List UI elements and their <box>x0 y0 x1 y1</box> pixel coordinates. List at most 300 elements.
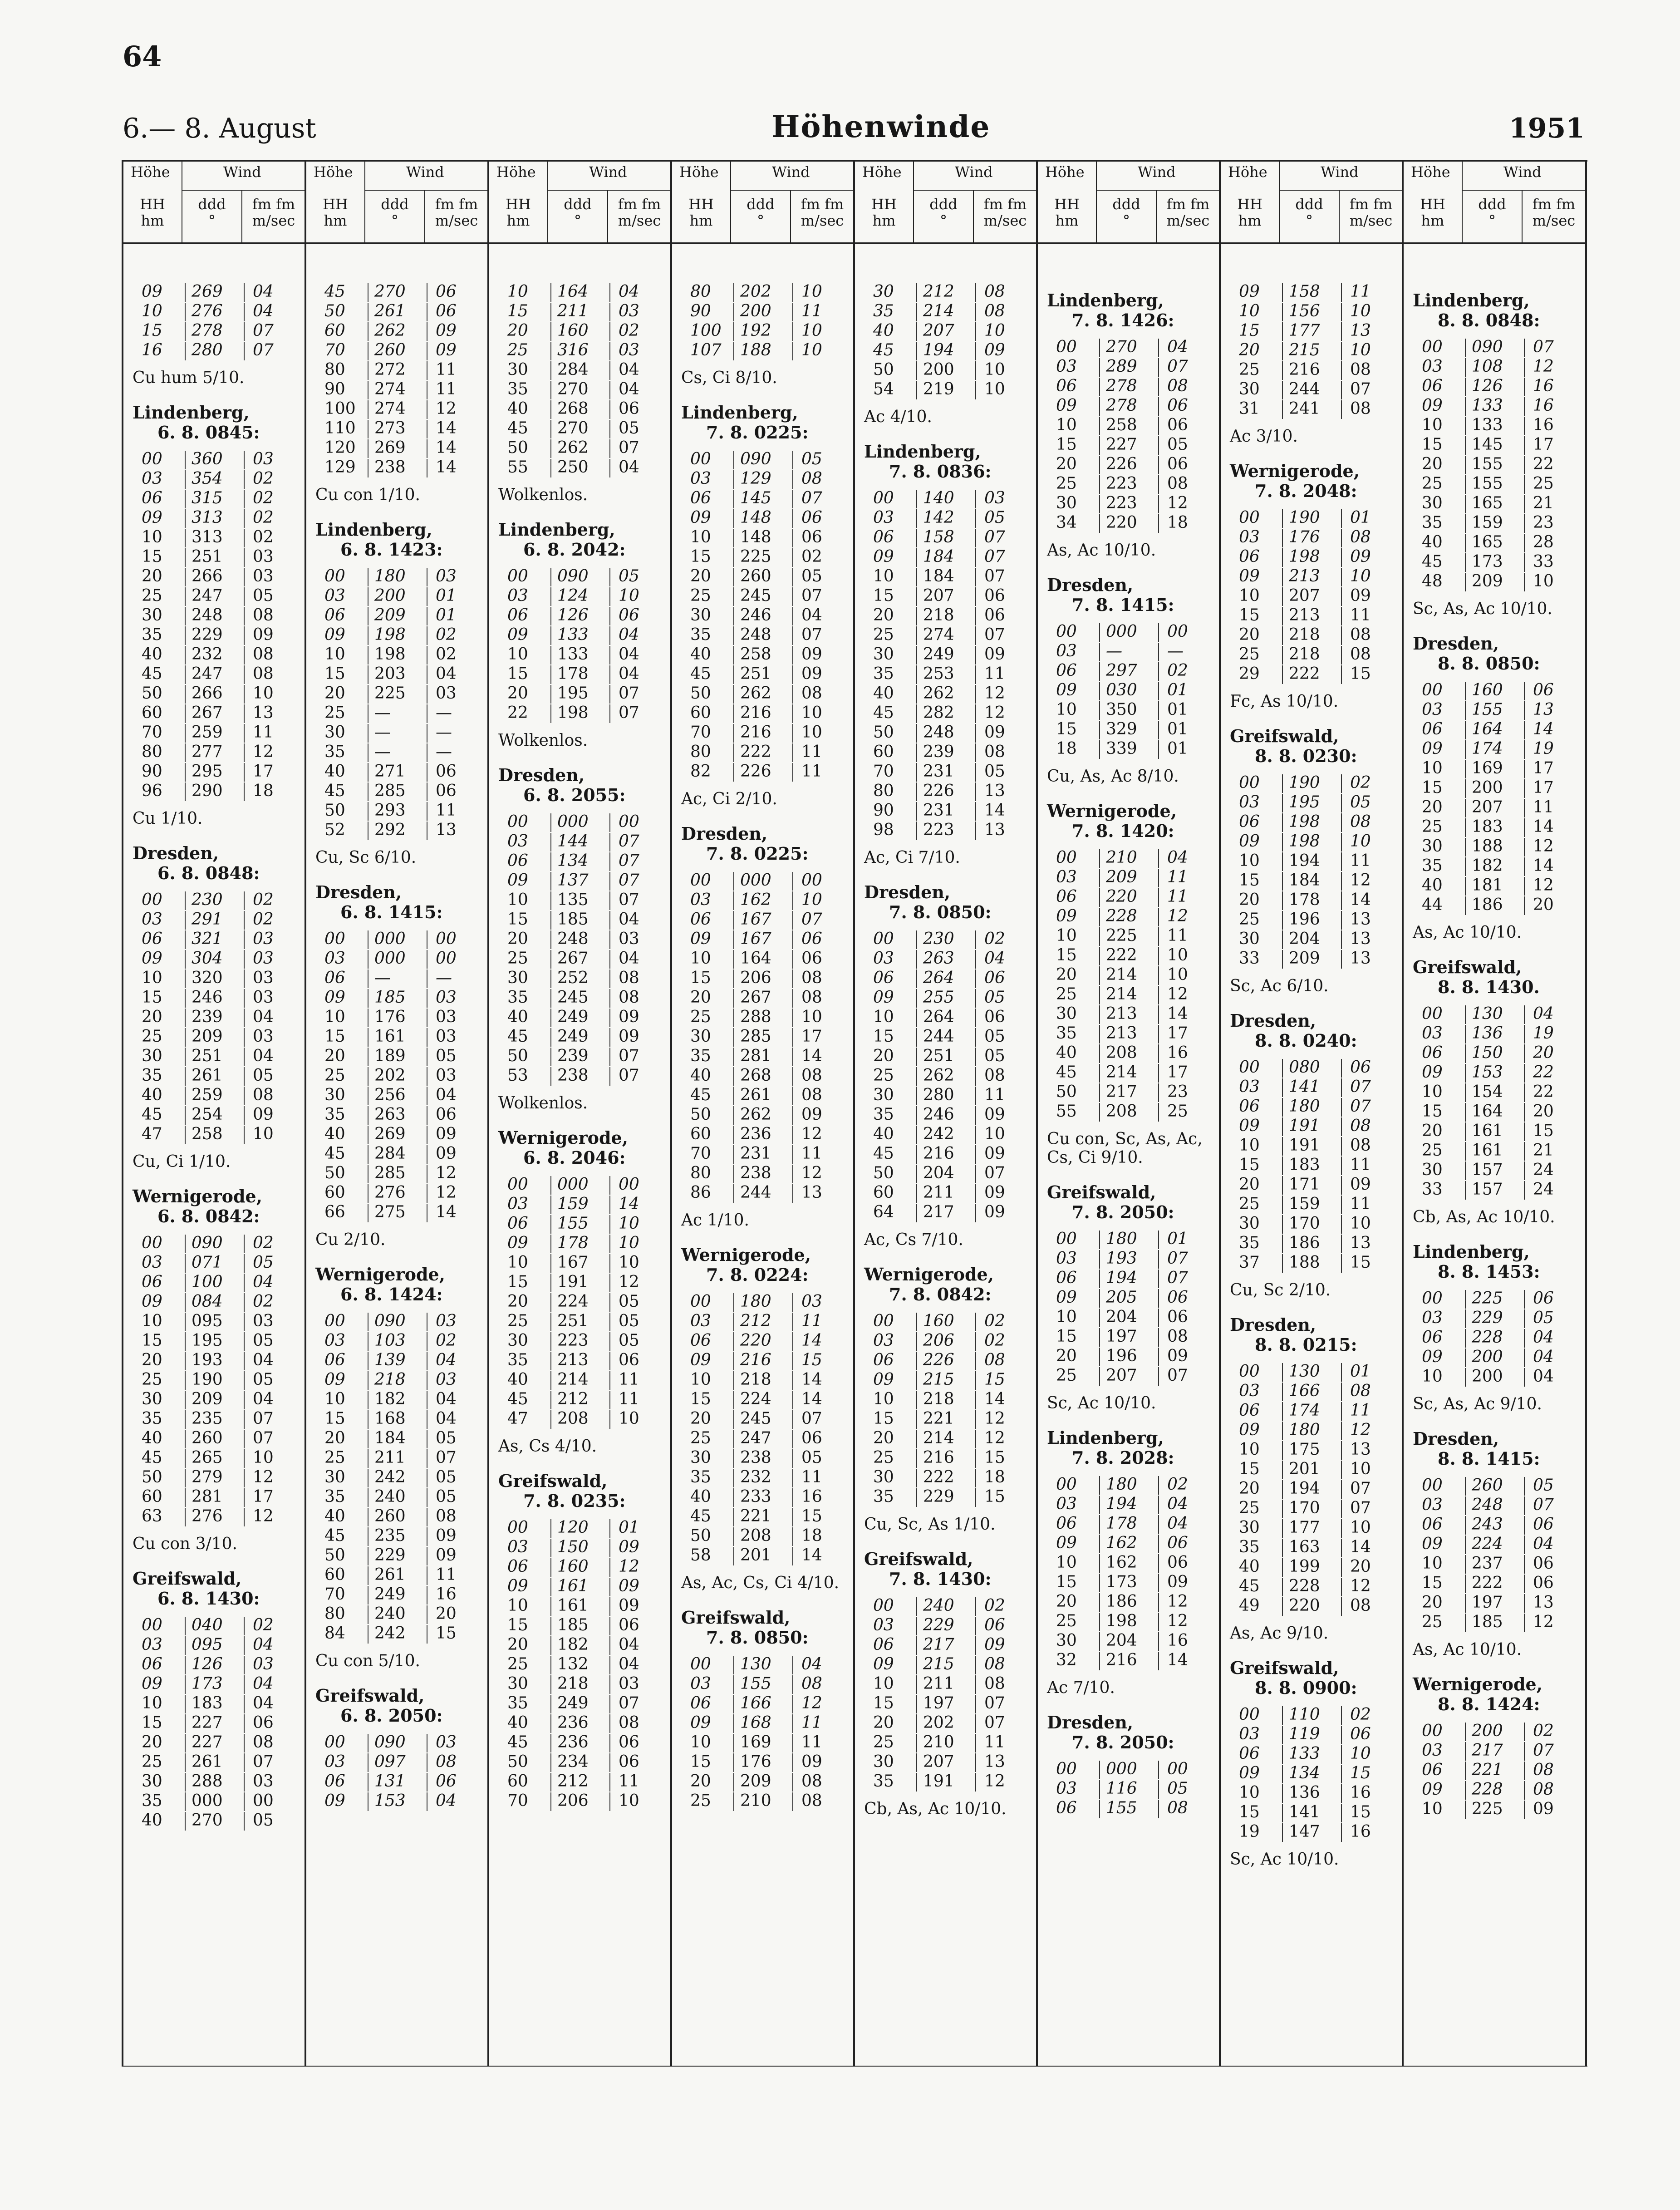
direction-cell: 180 <box>1289 1421 1320 1439</box>
table-row <box>489 1008 671 1027</box>
direction-cell: 217 <box>923 1635 954 1654</box>
direction-cell: 209 <box>192 1027 223 1046</box>
station-name: Lindenberg, <box>864 441 981 462</box>
speed-cell: 05 <box>619 567 639 586</box>
direction-cell: 228 <box>1472 1780 1503 1799</box>
speed-cell: 05 <box>984 1027 1005 1046</box>
height-cell: 06 <box>142 930 162 948</box>
height-cell: 40 <box>1422 533 1443 551</box>
direction-cell: 230 <box>923 930 954 948</box>
direction-cell: 155 <box>557 1214 589 1233</box>
direction-cell: 254 <box>192 1105 223 1124</box>
height-cell: 50 <box>873 360 894 379</box>
direction-cell: 177 <box>1289 321 1320 340</box>
cloud-note: Sc, As, Ac 10/10. <box>1413 600 1552 618</box>
speed-cell: 00 <box>1167 1760 1188 1778</box>
speed-cell: 20 <box>1533 896 1554 914</box>
table-row <box>306 1203 488 1222</box>
speed-cell: 09 <box>436 341 457 359</box>
table-row <box>306 302 488 321</box>
column-header <box>123 162 305 244</box>
station-block <box>1404 1242 1585 1413</box>
height-cell: 50 <box>142 1468 162 1486</box>
height-cell: 63 <box>142 1507 162 1526</box>
table-row <box>1038 720 1219 739</box>
direction-cell: 267 <box>557 949 589 968</box>
speed-cell: 08 <box>984 1351 1005 1369</box>
direction-cell: 223 <box>1106 494 1137 512</box>
table-row <box>1038 1043 1219 1063</box>
height-cell: 10 <box>873 1008 894 1026</box>
speed-cell: 22 <box>1533 455 1554 473</box>
height-cell: 10 <box>1422 416 1443 434</box>
msec-label: m/sec <box>618 212 661 229</box>
direction-cell: 090 <box>374 1733 406 1752</box>
height-cell: 25 <box>690 1008 711 1026</box>
direction-cell: 194 <box>923 341 954 359</box>
height-cell: 00 <box>1422 338 1443 356</box>
speed-cell: 07 <box>253 321 274 340</box>
speed-cell: 15 <box>984 1487 1005 1506</box>
height-cell: 35 <box>873 1487 894 1506</box>
table-row <box>855 664 1036 684</box>
speed-cell: 02 <box>1167 661 1188 680</box>
height-cell: 09 <box>690 1351 711 1369</box>
direction-cell: 110 <box>1289 1705 1320 1724</box>
station-block <box>672 1608 854 1811</box>
table-row <box>1038 1534 1219 1553</box>
speed-cell: 08 <box>1350 1382 1371 1400</box>
height-cell: 120 <box>324 438 356 457</box>
speed-cell: 02 <box>436 645 457 664</box>
table-row <box>1038 1063 1219 1083</box>
direction-cell: 202 <box>374 1066 406 1085</box>
height-cell: 50 <box>690 1105 711 1124</box>
height-cell: 40 <box>1056 1043 1077 1062</box>
table-row <box>1221 528 1402 547</box>
height-cell: 60 <box>142 704 162 722</box>
speed-cell: 04 <box>619 664 639 683</box>
table-row <box>1221 1136 1402 1156</box>
height-cell: 20 <box>1239 891 1260 909</box>
direction-cell: 260 <box>374 1507 406 1526</box>
direction-cell: 190 <box>1289 773 1320 792</box>
direction-cell: 159 <box>1472 513 1503 532</box>
direction-cell: 223 <box>557 1331 589 1350</box>
direction-cell: 262 <box>740 1105 771 1124</box>
height-cell: 10 <box>142 969 162 987</box>
table-row <box>855 821 1036 840</box>
height-cell: 03 <box>507 586 528 605</box>
direction-cell: 238 <box>740 1448 771 1467</box>
table-row <box>672 1164 854 1183</box>
speed-cell: 02 <box>253 891 274 909</box>
column-header <box>1038 162 1219 244</box>
speed-cell: 03 <box>436 1066 457 1085</box>
station-time: 6. 8. 1423: <box>340 539 443 560</box>
height-cell: 100 <box>690 321 722 340</box>
speed-cell: 07 <box>984 625 1005 644</box>
speed-cell: 03 <box>801 1292 822 1311</box>
direction-cell: 000 <box>1106 622 1137 641</box>
height-cell: 40 <box>507 1008 528 1026</box>
table-row <box>1404 1761 1585 1780</box>
table-row <box>672 1125 854 1144</box>
direction-cell: 216 <box>923 1144 954 1163</box>
table-row <box>855 949 1036 969</box>
direction-cell: 209 <box>1106 868 1137 886</box>
direction-cell: 281 <box>740 1047 771 1065</box>
degree-label: ° <box>940 212 947 229</box>
speed-cell: 16 <box>1533 396 1554 415</box>
speed-cell: 10 <box>1350 1744 1371 1763</box>
table-row <box>489 1195 671 1214</box>
table-row <box>489 606 671 625</box>
height-cell: 20 <box>142 1733 162 1752</box>
direction-cell: 288 <box>192 1772 223 1791</box>
table-row <box>672 302 854 321</box>
speed-cell: 12 <box>1167 907 1188 925</box>
height-cell: 09 <box>324 1792 345 1810</box>
direction-cell: 315 <box>192 489 223 507</box>
speed-cell: 06 <box>801 930 822 948</box>
height-cell: 20 <box>1422 1593 1443 1612</box>
speed-cell: 12 <box>1167 985 1188 1004</box>
direction-cell: 158 <box>923 528 954 546</box>
table-row <box>306 801 488 821</box>
direction-cell: — <box>374 743 391 761</box>
station-name: Lindenberg, <box>681 402 798 423</box>
station-name: Lindenberg, <box>315 519 432 540</box>
height-cell: 80 <box>324 1605 345 1623</box>
table-row <box>123 1694 305 1713</box>
station-time: 6. 8. 0845: <box>157 422 260 443</box>
height-cell: 30 <box>324 1086 345 1104</box>
table-row <box>855 1183 1036 1203</box>
station-block <box>1221 282 1402 446</box>
direction-cell: 249 <box>557 1027 589 1046</box>
direction-cell: 262 <box>923 684 954 703</box>
ddd-label: ddd <box>1295 196 1323 213</box>
station-block <box>855 442 1036 867</box>
height-cell: 06 <box>1239 547 1260 566</box>
direction-cell: 236 <box>557 1713 589 1732</box>
hm-label: hm <box>506 212 530 229</box>
direction-cell: 221 <box>1472 1761 1503 1779</box>
height-cell: 00 <box>1239 1362 1260 1381</box>
speed-cell: 11 <box>801 762 822 781</box>
station-block <box>306 520 488 867</box>
table-row <box>1221 1156 1402 1175</box>
direction-cell: — <box>374 969 391 987</box>
height-cell: 03 <box>690 1312 711 1330</box>
speed-cell: 08 <box>1350 625 1371 644</box>
speed-cell: 33 <box>1533 552 1554 571</box>
direction-cell: 260 <box>740 567 771 586</box>
direction-cell: 289 <box>1106 357 1137 376</box>
hh-label: HH <box>1237 196 1262 213</box>
table-row <box>306 1507 488 1526</box>
direction-cell: 186 <box>1289 1234 1320 1252</box>
speed-cell: 07 <box>801 625 822 644</box>
station-name: Wernigerode, <box>1413 1674 1542 1694</box>
station-block <box>489 1471 671 1811</box>
table-row <box>1404 513 1585 533</box>
station-block <box>123 1186 305 1553</box>
height-cell: 10 <box>690 1370 711 1389</box>
speed-cell: 07 <box>619 438 639 457</box>
direction-cell: 261 <box>192 1066 223 1085</box>
height-cell: 06 <box>1056 1799 1077 1817</box>
table-row <box>855 1331 1036 1351</box>
station-block <box>1404 957 1585 1226</box>
speed-cell: 01 <box>1350 1362 1371 1381</box>
direction-cell: 225 <box>1106 926 1137 945</box>
speed-cell: 12 <box>436 1183 457 1202</box>
height-cell: 09 <box>324 988 345 1007</box>
table-row <box>1404 1741 1585 1761</box>
hm-label: hm <box>141 212 164 229</box>
height-cell: 30 <box>1422 494 1443 512</box>
table-row <box>855 1312 1036 1331</box>
table-row <box>306 1624 488 1644</box>
table-row <box>855 1105 1036 1125</box>
direction-cell: 222 <box>923 1468 954 1486</box>
height-cell: 20 <box>1422 1122 1443 1140</box>
speed-cell: 14 <box>619 1195 639 1213</box>
direction-cell: 176 <box>1289 528 1320 546</box>
speed-cell: 03 <box>253 969 274 987</box>
speed-cell: 13 <box>1533 700 1554 719</box>
table-row <box>123 528 305 547</box>
table-row <box>1038 494 1219 513</box>
direction-cell: 284 <box>374 1144 406 1163</box>
table-row <box>1221 1479 1402 1499</box>
direction-cell: 216 <box>740 704 771 722</box>
speed-cell: 14 <box>801 1370 822 1389</box>
speed-cell: 14 <box>801 1546 822 1565</box>
direction-cell: 133 <box>1472 396 1503 415</box>
direction-cell: 249 <box>557 1694 589 1713</box>
height-cell: 03 <box>1056 1779 1077 1798</box>
speed-cell: 13 <box>1350 1234 1371 1252</box>
speed-cell: 04 <box>436 1086 457 1104</box>
speed-cell: 06 <box>984 1008 1005 1026</box>
direction-cell: 200 <box>740 302 771 320</box>
msec-label: m/sec <box>1349 212 1393 229</box>
direction-cell: 200 <box>1472 778 1503 797</box>
table-row <box>672 567 854 586</box>
station-name: Dresden, <box>133 843 219 863</box>
height-cell: 15 <box>1239 606 1260 625</box>
table-row <box>1221 302 1402 321</box>
direction-cell: 276 <box>192 1507 223 1526</box>
height-cell: 10 <box>1239 852 1260 870</box>
table-row <box>123 1713 305 1733</box>
speed-cell: 01 <box>619 1518 639 1537</box>
direction-cell: 232 <box>740 1468 771 1486</box>
station-time: 6. 8. 1415: <box>340 902 443 922</box>
speed-cell: 07 <box>619 891 639 909</box>
table-row <box>306 645 488 664</box>
height-cell: 50 <box>142 684 162 703</box>
direction-cell: 210 <box>923 1733 954 1752</box>
height-cell: 10 <box>324 645 345 664</box>
direction-cell: 258 <box>740 645 771 664</box>
height-cell: 06 <box>507 606 528 625</box>
speed-cell: 07 <box>801 1409 822 1428</box>
height-cell: 03 <box>1056 868 1077 886</box>
table-row <box>306 949 488 969</box>
height-cell: 00 <box>142 450 162 468</box>
speed-cell: 12 <box>1350 1421 1371 1439</box>
direction-cell: 270 <box>1106 338 1137 356</box>
height-cell: 129 <box>324 458 356 477</box>
height-cell: 00 <box>142 891 162 909</box>
fm-label: fm fm <box>252 196 295 213</box>
table-row <box>672 321 854 341</box>
speed-cell: 05 <box>801 1448 822 1467</box>
height-cell: 00 <box>1239 1058 1260 1077</box>
table-row <box>123 1234 305 1253</box>
hh-label: HH <box>506 196 531 213</box>
speed-cell: 05 <box>436 1047 457 1065</box>
direction-cell: 246 <box>192 988 223 1007</box>
direction-cell: 155 <box>1106 1799 1137 1817</box>
table-row <box>1038 1327 1219 1347</box>
direction-cell: 137 <box>557 871 589 890</box>
speed-cell: 05 <box>984 762 1005 781</box>
speed-cell: 07 <box>984 1164 1005 1182</box>
station-block <box>1221 1315 1402 1643</box>
speed-cell: 07 <box>253 1752 274 1771</box>
height-cell: 35 <box>873 664 894 683</box>
table-row <box>306 704 488 723</box>
direction-cell: 126 <box>1472 377 1503 395</box>
direction-cell: 204 <box>1106 1631 1137 1650</box>
height-cell: 35 <box>507 988 528 1007</box>
table-row <box>123 1390 305 1409</box>
direction-cell: 258 <box>1106 416 1137 434</box>
height-cell: 03 <box>1239 1078 1260 1096</box>
speed-cell: 03 <box>984 489 1005 507</box>
table-row <box>489 1066 671 1086</box>
speed-cell: 10 <box>801 1008 822 1026</box>
height-cell: 55 <box>1056 1102 1077 1121</box>
height-cell: 35 <box>142 1409 162 1428</box>
height-cell: 40 <box>507 399 528 418</box>
speed-cell: 08 <box>801 1086 822 1104</box>
station-name: Wernigerode, <box>1047 801 1177 821</box>
table-row <box>306 1086 488 1105</box>
table-row <box>1221 812 1402 832</box>
station-name: Greifswald, <box>1047 1182 1156 1202</box>
speed-cell: 13 <box>253 704 274 722</box>
direction-cell: 278 <box>1106 377 1137 395</box>
speed-cell: 06 <box>619 1752 639 1771</box>
table-row <box>123 704 305 723</box>
height-cell: 40 <box>690 1487 711 1506</box>
direction-cell: 231 <box>923 801 954 820</box>
direction-cell: 218 <box>1289 625 1320 644</box>
direction-cell: 211 <box>923 1674 954 1693</box>
direction-cell: 209 <box>1289 949 1320 968</box>
direction-cell: 090 <box>1472 338 1503 356</box>
direction-cell: 247 <box>192 664 223 683</box>
height-cell: 03 <box>873 949 894 968</box>
height-cell: 15 <box>324 1409 345 1428</box>
direction-cell: 201 <box>740 1546 771 1565</box>
direction-cell: 258 <box>192 1125 223 1143</box>
direction-cell: 248 <box>923 723 954 742</box>
table-row <box>489 625 671 645</box>
direction-cell: 204 <box>1106 1308 1137 1326</box>
speed-cell: 06 <box>801 528 822 546</box>
direction-cell: 171 <box>1289 1175 1320 1194</box>
speed-cell: 06 <box>436 282 457 301</box>
speed-cell: 08 <box>801 1792 822 1810</box>
height-cell: 45 <box>873 341 894 359</box>
station-block <box>489 765 671 1112</box>
speed-cell: 19 <box>1533 739 1554 758</box>
degree-label: ° <box>208 212 216 229</box>
station-name: Dresden, <box>498 765 585 785</box>
height-cell: 25 <box>1239 360 1260 379</box>
height-cell: 80 <box>142 743 162 761</box>
speed-cell: 06 <box>619 1351 639 1369</box>
direction-cell: 040 <box>192 1616 223 1634</box>
height-cell: 10 <box>1239 302 1260 320</box>
direction-cell: 279 <box>192 1468 223 1486</box>
height-cell: 30 <box>1056 494 1077 512</box>
direction-cell: 242 <box>374 1624 406 1643</box>
table-row <box>855 1655 1036 1674</box>
height-cell: 10 <box>507 1596 528 1615</box>
table-row <box>1038 642 1219 661</box>
height-cell: 09 <box>873 547 894 566</box>
height-cell: 03 <box>1422 1024 1443 1043</box>
direction-cell: 155 <box>740 1674 771 1693</box>
direction-cell: 218 <box>923 1390 954 1408</box>
table-column <box>853 162 1036 2066</box>
speed-cell: 12 <box>801 1125 822 1143</box>
direction-cell: 195 <box>557 684 589 703</box>
height-cell: 09 <box>1239 832 1260 851</box>
table-row <box>123 723 305 743</box>
height-cell: 70 <box>324 341 345 359</box>
table-row <box>855 1674 1036 1694</box>
speed-cell: 05 <box>984 988 1005 1007</box>
speed-cell: 06 <box>801 508 822 527</box>
height-cell: 100 <box>324 399 356 418</box>
degree-label: ° <box>757 212 764 229</box>
speed-cell: 14 <box>1533 856 1554 875</box>
speed-cell: 08 <box>619 1713 639 1732</box>
speed-cell: 03 <box>619 1674 639 1693</box>
station-time: 6. 8. 0842: <box>157 1206 260 1226</box>
hm-label: hm <box>1055 212 1079 229</box>
height-cell: 03 <box>1239 528 1260 546</box>
table-row <box>489 812 671 832</box>
speed-cell: 11 <box>984 664 1005 683</box>
speed-cell: 14 <box>436 438 457 457</box>
direction-cell: 208 <box>740 1526 771 1545</box>
cloud-note: Cu 2/10. <box>315 1231 386 1249</box>
table-row <box>1221 832 1402 852</box>
table-row <box>489 458 671 477</box>
speed-cell: 06 <box>253 1713 274 1732</box>
table-row <box>672 1468 854 1487</box>
